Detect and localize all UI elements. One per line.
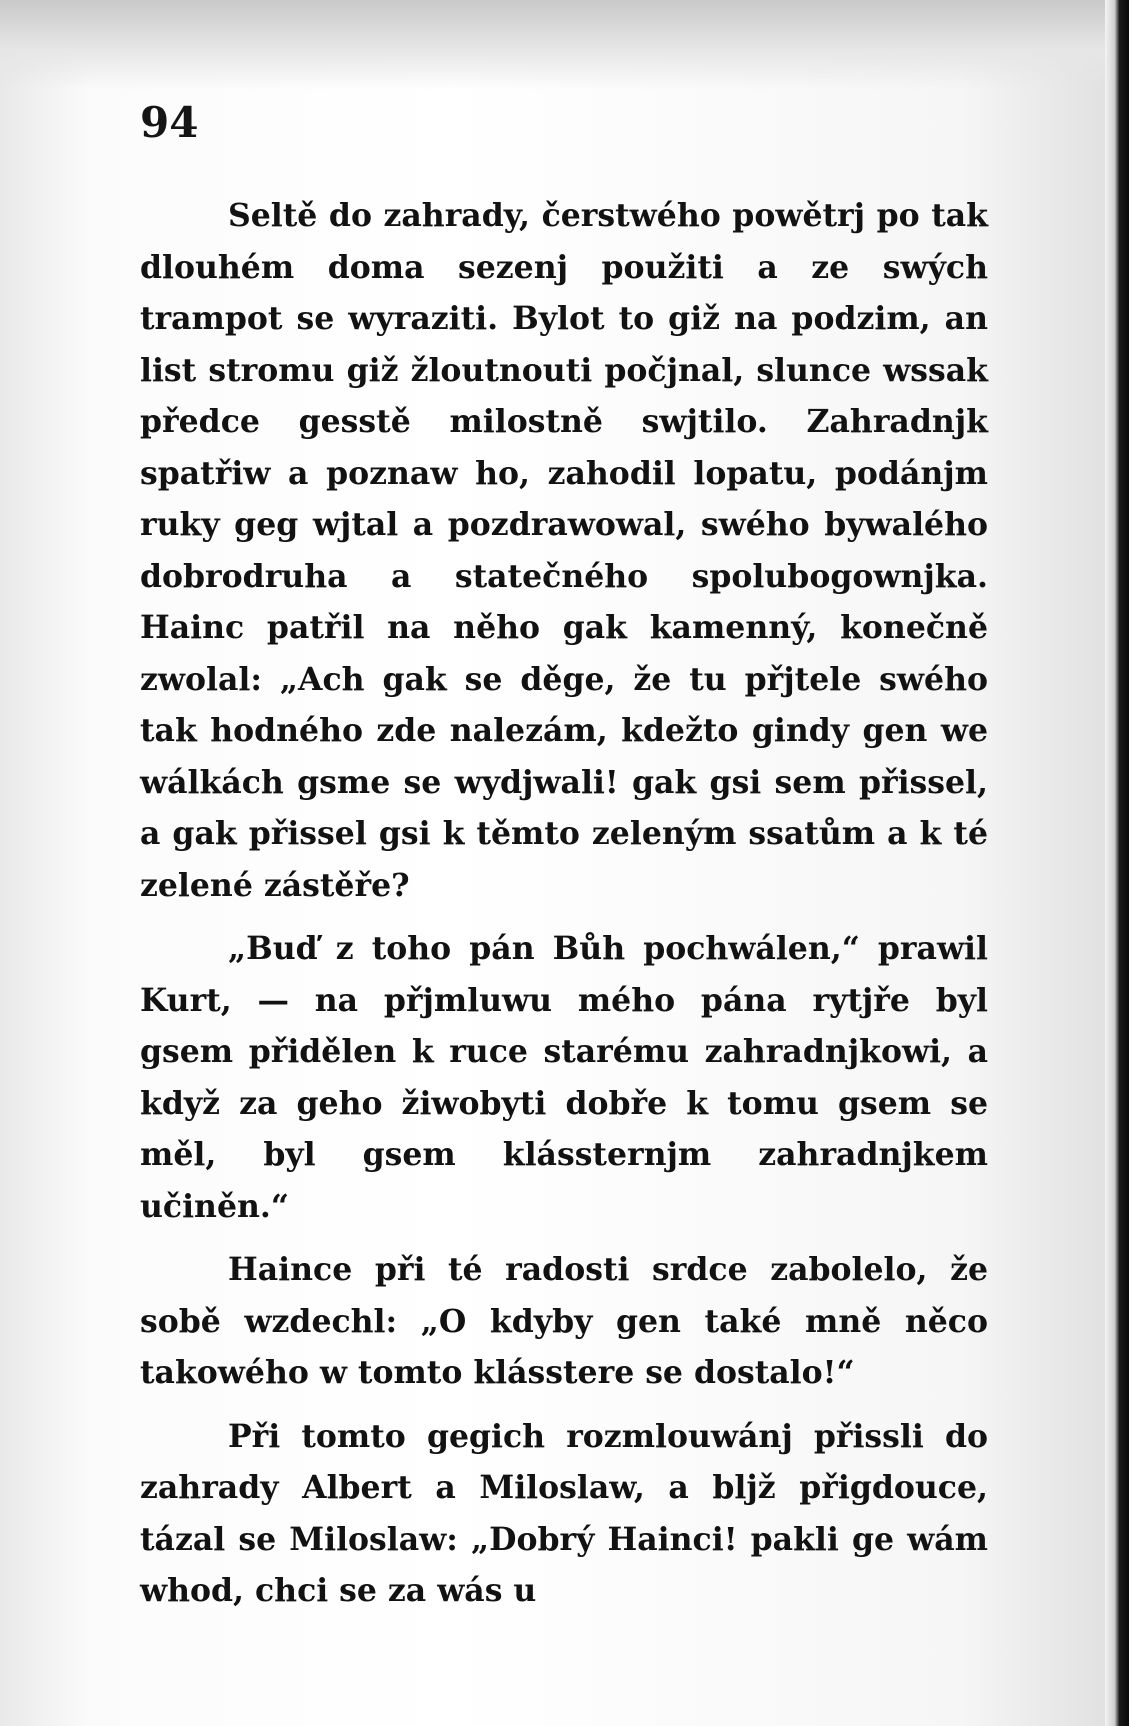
paragraph-4: Při tomto gegich rozmlouwánj přissli do zahrady Albert a Miloslaw, a blјž přigdouce, tázal se Miloslaw: „Dobrý Hainci! pakli ge wám whod, chci se za wás u: [140, 1417, 988, 1609]
paragraph-2: „Buď z toho pán Bůh pochwálen,“ prawil Kurt, — na přjmluwu mého pána rytjře byl gsem přidělen k ruce starému zahradnjkowi, a když za geho žiwobyti dobře k tomu gsem se měl, byl gsem klássternjm zahradnjkem učiněn.“: [140, 930, 988, 1225]
page-edge: [1105, 0, 1129, 1726]
paragraph-1: Seltě do zahrady, čerstwého powětrj po tak dlouhém doma sezenj použiti a ze swých trampot se wyraziti. Bylot to giž na podzim, an list stromu giž žloutnouti počjnal, slunce wssak předce gesstě milostně swjtilo. Zahradnjk spatřiw a poznaw ho, zahodil lopatu, podánjm ruky geg wjtal a pozdrawowal, swého bywalého dobrodruha a statečného spolubogownjka. Hainc patřil na něho gak kamenný, konečně zwolal: „Ach gak se děge, že tu přjtele swého tak hodného zde nalezám, kdežto gindy gen we wálkách gsme se wydjwali! gak gsi sem přissel, a gak přissel gsi k těmto zeleným ssatům a k té zelené zástěře?: [140, 197, 988, 904]
scan-shadow: [0, 0, 1129, 90]
page-number: 94: [140, 98, 199, 147]
body-text: [140, 190, 988, 1617]
paragraph-3: Haince při té radosti srdce zabolelo, že sobě wzdechl: „O kdyby gen také mně něco takowého w tomto klásstere se dostalo!“: [140, 1251, 988, 1391]
